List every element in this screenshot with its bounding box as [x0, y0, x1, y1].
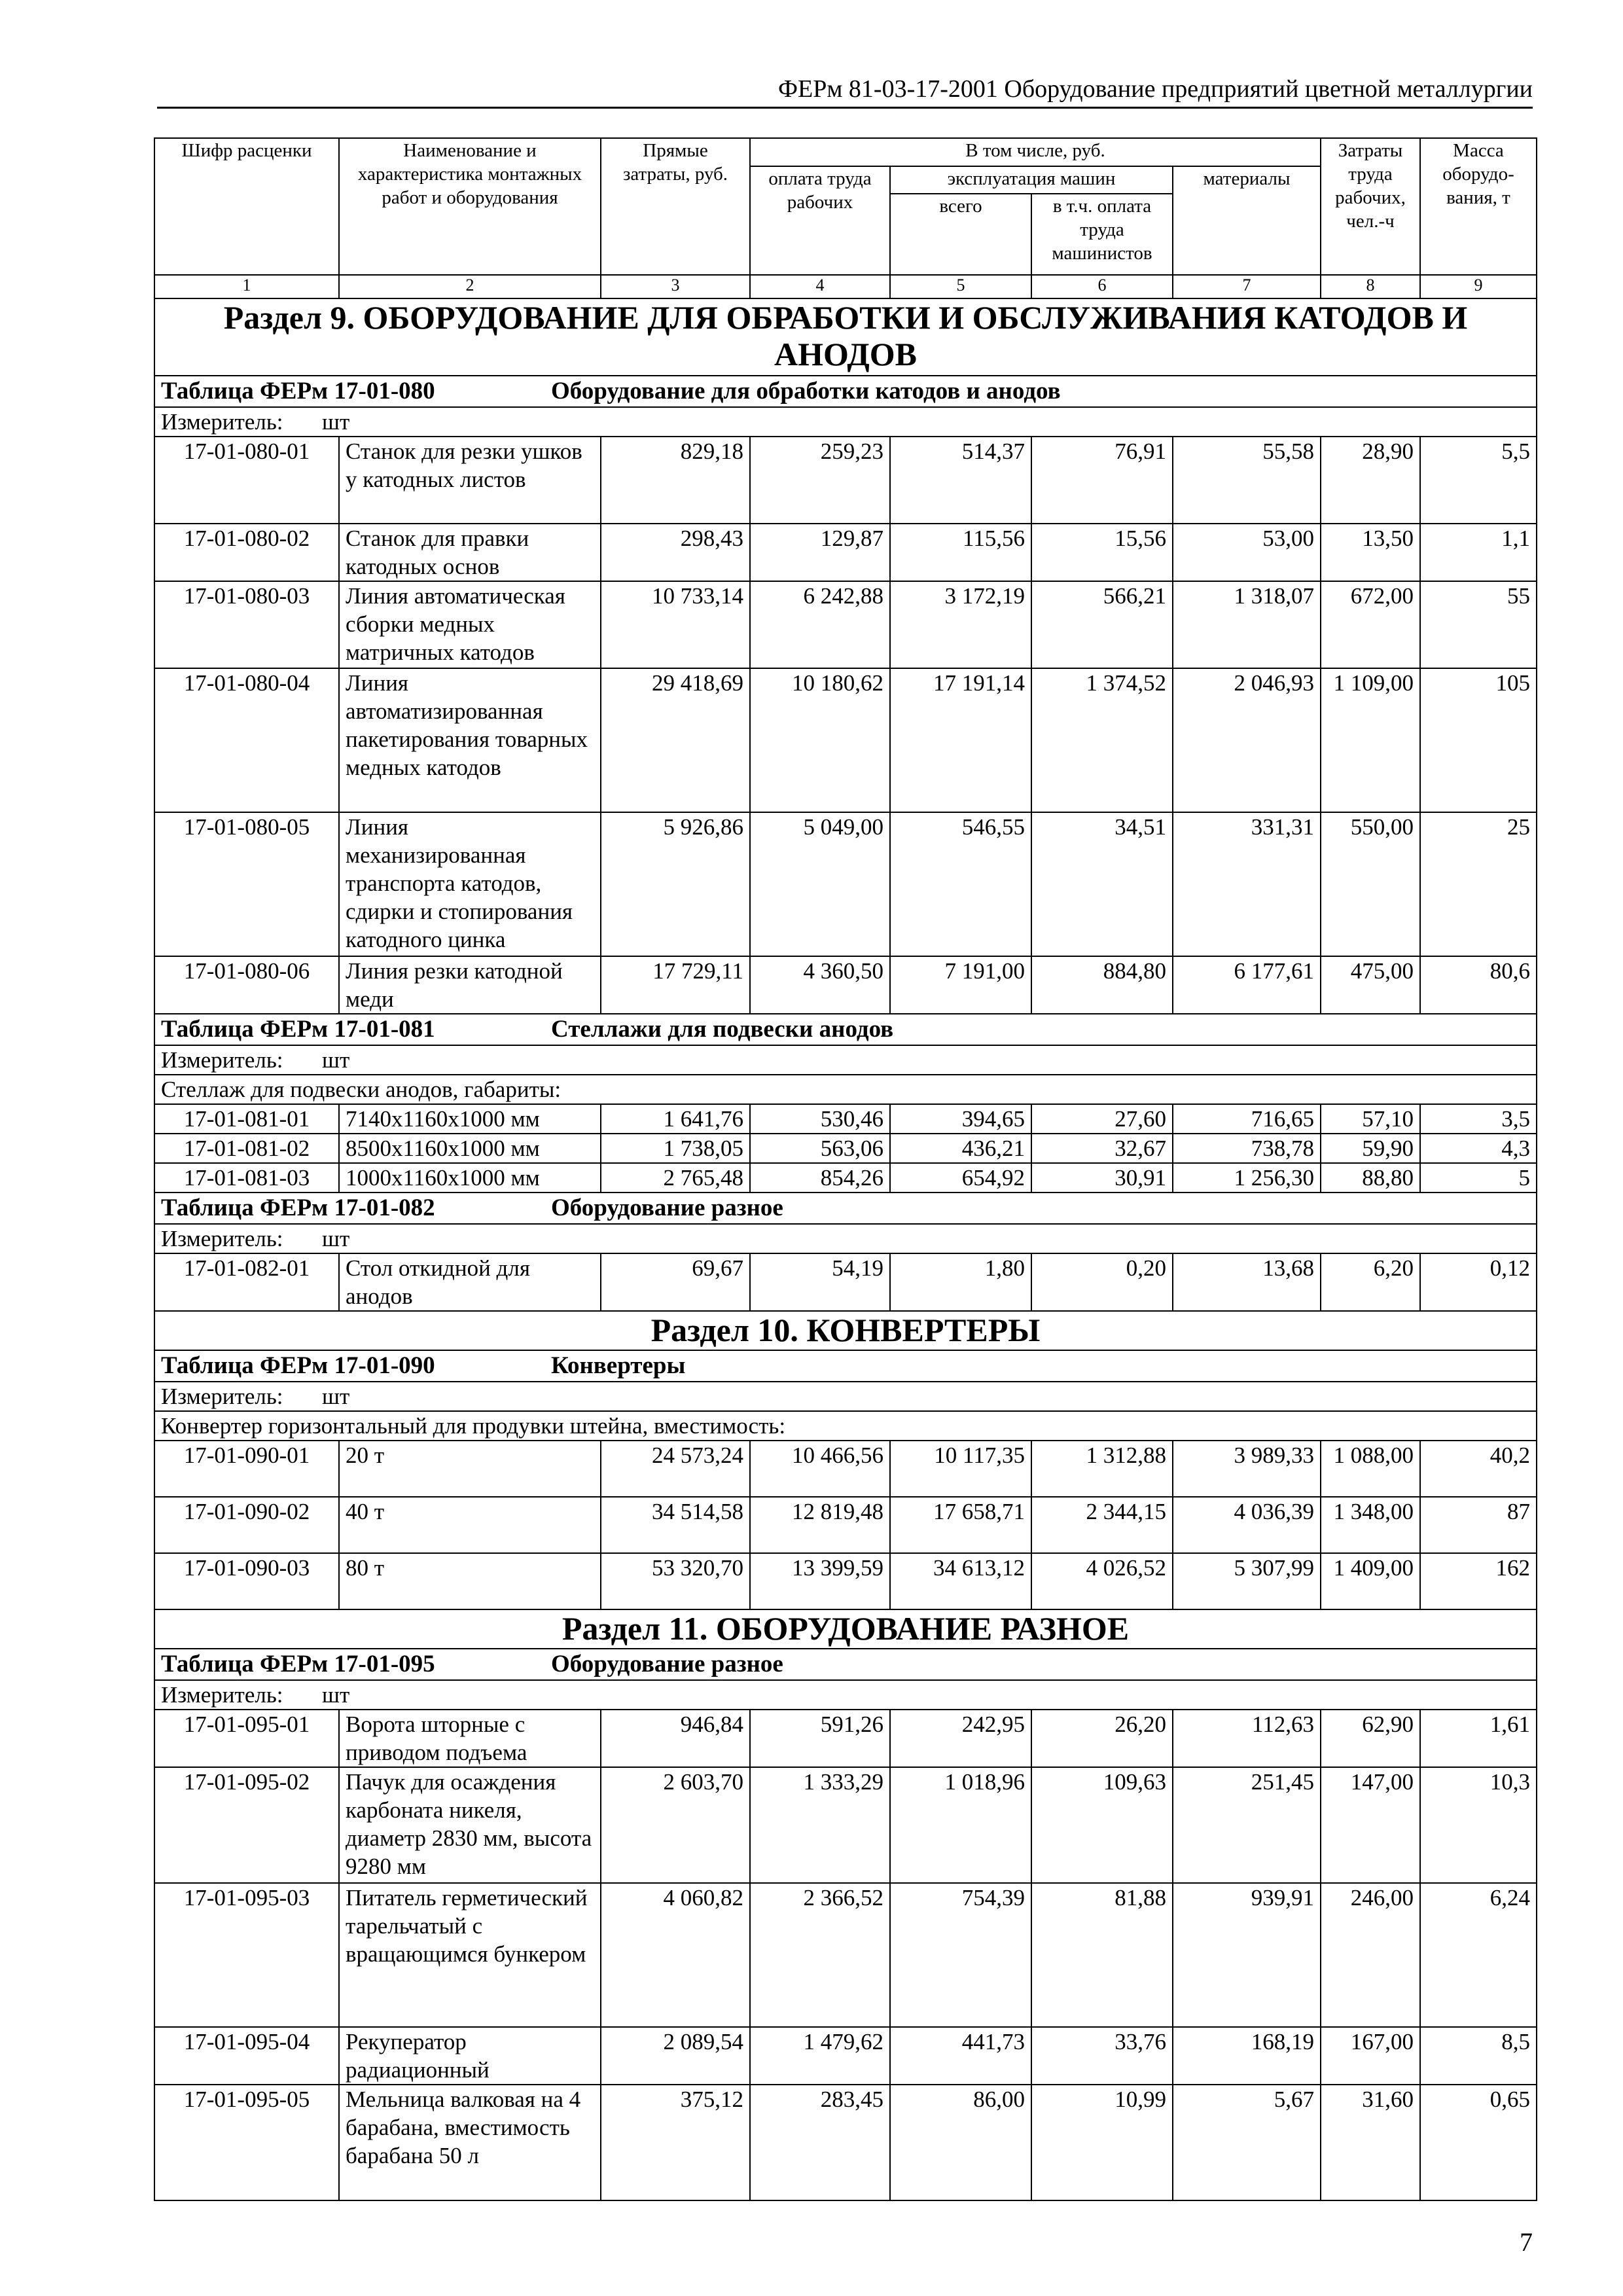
value-mach-total: 17 658,71 — [890, 1497, 1031, 1553]
value-hours: 62,90 — [1321, 1710, 1420, 1767]
value-mach-oper: 10,99 — [1031, 2085, 1173, 2200]
value-hours: 88,80 — [1321, 1163, 1420, 1193]
value-mach-oper: 30,91 — [1031, 1163, 1173, 1193]
table-row — [154, 1767, 1537, 1883]
value-direct: 946,84 — [601, 1710, 750, 1767]
value-mach-oper: 2 344,15 — [1031, 1497, 1173, 1553]
table-row — [154, 956, 1537, 1014]
table-row — [154, 1883, 1537, 2027]
value-hours: 167,00 — [1321, 2027, 1420, 2085]
value-materials: 939,91 — [1173, 1883, 1321, 2027]
table-title-row — [154, 1193, 1537, 1224]
rate-code: 17-01-080-05 — [154, 812, 339, 956]
work-name: Ворота шторные с приводом подъема — [339, 1710, 601, 1767]
value-materials: 331,31 — [1173, 812, 1321, 956]
value-mach-total: 7 191,00 — [890, 956, 1031, 1014]
unit-value: шт — [322, 1682, 350, 1708]
col-number: 1 — [154, 275, 339, 298]
rates-table — [154, 137, 1537, 2201]
value-materials: 4 036,39 — [1173, 1497, 1321, 1553]
value-mach-oper: 1 374,52 — [1031, 668, 1173, 812]
col-header-labor-pay: оплата труда рабочих — [750, 166, 890, 275]
unit-cell — [154, 1224, 1537, 1253]
work-name: Линия автоматизированная пакетирования товарных медных катодов — [339, 668, 601, 812]
value-hours: 28,90 — [1321, 437, 1420, 524]
table-name: Конвертеры — [551, 1352, 686, 1379]
value-direct: 2 089,54 — [601, 2027, 750, 2085]
value-mach-oper: 0,20 — [1031, 1253, 1173, 1311]
value-direct: 10 733,14 — [601, 581, 750, 668]
value-direct: 1 738,05 — [601, 1134, 750, 1163]
col-number: 8 — [1321, 275, 1420, 298]
section-10-row — [154, 1311, 1537, 1350]
rate-code: 17-01-095-02 — [154, 1767, 339, 1883]
col-header-including: В том числе, руб. — [750, 138, 1321, 166]
col-number: 9 — [1420, 275, 1537, 298]
unit-value: шт — [322, 409, 350, 435]
value-materials: 251,45 — [1173, 1767, 1321, 1883]
value-materials: 5,67 — [1173, 2085, 1321, 2200]
value-hours: 31,60 — [1321, 2085, 1420, 2200]
value-labor: 591,26 — [750, 1710, 890, 1767]
value-hours: 57,10 — [1321, 1104, 1420, 1134]
value-direct: 17 729,11 — [601, 956, 750, 1014]
table-title — [154, 1014, 1537, 1045]
value-mach-total: 86,00 — [890, 2085, 1031, 2200]
work-name: Станок для резки ушков у катодных листов — [339, 437, 601, 524]
group-row — [154, 1411, 1537, 1441]
value-direct: 53 320,70 — [601, 1553, 750, 1609]
value-mach-oper: 4 026,52 — [1031, 1553, 1173, 1609]
value-hours: 1 409,00 — [1321, 1553, 1420, 1609]
value-mach-total: 394,65 — [890, 1104, 1031, 1134]
col-header-materials: материалы — [1173, 166, 1321, 275]
table-row — [154, 1163, 1537, 1193]
table-row — [154, 1497, 1537, 1553]
table-body — [154, 138, 1537, 2200]
value-mach-oper: 33,76 — [1031, 2027, 1173, 2085]
rate-code: 17-01-080-04 — [154, 668, 339, 812]
unit-label: Измеритель: — [161, 1047, 283, 1073]
column-numbers-row — [154, 275, 1537, 298]
unit-value: шт — [322, 1384, 350, 1409]
table-title-row — [154, 1350, 1537, 1382]
value-mach-oper: 109,63 — [1031, 1767, 1173, 1883]
table-code: Таблица ФЕРм 17-01-095 — [161, 1651, 435, 1677]
value-direct: 4 060,82 — [601, 1883, 750, 2027]
group-label: Стеллаж для подвески анодов, габариты: — [154, 1075, 1537, 1104]
table-title — [154, 376, 1537, 407]
rate-code: 17-01-090-01 — [154, 1441, 339, 1497]
work-name: 7140х1160х1000 мм — [339, 1104, 601, 1134]
unit-label: Измеритель: — [161, 1384, 283, 1409]
table-row — [154, 668, 1537, 812]
value-hours: 1 088,00 — [1321, 1441, 1420, 1497]
table-title-row — [154, 1649, 1537, 1680]
value-direct: 24 573,24 — [601, 1441, 750, 1497]
table-row — [154, 2085, 1537, 2200]
value-mach-oper: 884,80 — [1031, 956, 1173, 1014]
work-name: Линия механизированная транспорта катодов, сдирки и стопирования катодного цинка — [339, 812, 601, 956]
section-10-title: Раздел 10. КОНВЕРТЕРЫ — [154, 1311, 1537, 1350]
work-name: Линия автоматическая сборки медных матричных катодов — [339, 581, 601, 668]
work-name: Стол откидной для анодов — [339, 1253, 601, 1311]
value-direct: 2 765,48 — [601, 1163, 750, 1193]
value-materials: 13,68 — [1173, 1253, 1321, 1311]
work-name: 8500х1160х1000 мм — [339, 1134, 601, 1163]
rate-code: 17-01-081-01 — [154, 1104, 339, 1134]
value-direct: 375,12 — [601, 2085, 750, 2200]
value-materials: 3 989,33 — [1173, 1441, 1321, 1497]
value-mach-oper: 76,91 — [1031, 437, 1173, 524]
work-name: Линия резки катодной меди — [339, 956, 601, 1014]
value-labor: 10 466,56 — [750, 1441, 890, 1497]
page-number: 7 — [1520, 2227, 1533, 2257]
work-name: Питатель герметический тарельчатый с вращающимся бункером — [339, 1883, 601, 2027]
unit-cell — [154, 407, 1537, 437]
value-mach-total: 17 191,14 — [890, 668, 1031, 812]
value-mach-oper: 15,56 — [1031, 524, 1173, 581]
value-labor: 2 366,52 — [750, 1883, 890, 2027]
value-mach-total: 546,55 — [890, 812, 1031, 956]
table-title — [154, 1193, 1537, 1224]
value-mach-oper: 34,51 — [1031, 812, 1173, 956]
value-materials: 6 177,61 — [1173, 956, 1321, 1014]
table-name: Стеллажи для подвески анодов — [551, 1016, 894, 1043]
value-labor: 530,46 — [750, 1104, 890, 1134]
value-hours: 1 348,00 — [1321, 1497, 1420, 1553]
rate-code: 17-01-081-02 — [154, 1134, 339, 1163]
value-labor: 1 333,29 — [750, 1767, 890, 1883]
value-labor: 129,87 — [750, 524, 890, 581]
col-number: 2 — [339, 275, 601, 298]
rate-code: 17-01-095-05 — [154, 2085, 339, 2200]
table-name: Оборудование разное — [551, 1651, 783, 1677]
section-9-title: Раздел 9. ОБОРУДОВАНИЕ ДЛЯ ОБРАБОТКИ И ОБСЛУЖИВАНИЯ КАТОДОВ И АНОДОВ — [154, 298, 1537, 376]
value-mass: 5,5 — [1420, 437, 1537, 524]
rate-code: 17-01-090-03 — [154, 1553, 339, 1609]
value-materials: 1 256,30 — [1173, 1163, 1321, 1193]
value-mach-total: 1,80 — [890, 1253, 1031, 1311]
value-mass: 25 — [1420, 812, 1537, 956]
running-header: ФЕРм 81-03-17-2001 Оборудование предприятий цветной металлургии — [778, 75, 1533, 103]
table-title — [154, 1649, 1537, 1680]
value-mach-total: 34 613,12 — [890, 1553, 1031, 1609]
value-direct: 29 418,69 — [601, 668, 750, 812]
table-row — [154, 1253, 1537, 1311]
unit-label: Измеритель: — [161, 409, 283, 435]
unit-cell — [154, 1382, 1537, 1411]
unit-value: шт — [322, 1047, 350, 1073]
value-mach-total: 436,21 — [890, 1134, 1031, 1163]
rate-code: 17-01-082-01 — [154, 1253, 339, 1311]
value-direct: 5 926,86 — [601, 812, 750, 956]
work-name: Мельница валковая на 4 барабана, вместимость барабана 50 л — [339, 2085, 601, 2200]
work-name: Рекуператор радиационный — [339, 2027, 601, 2085]
value-mach-total: 514,37 — [890, 437, 1031, 524]
col-header-labor-cost: Затраты труда рабочих, чел.-ч — [1321, 138, 1420, 275]
table-code: Таблица ФЕРм 17-01-090 — [161, 1352, 435, 1379]
value-mach-total: 115,56 — [890, 524, 1031, 581]
rate-code: 17-01-095-03 — [154, 1883, 339, 2027]
work-name: 20 т — [339, 1441, 601, 1497]
value-mach-total: 1 018,96 — [890, 1767, 1031, 1883]
col-number: 7 — [1173, 275, 1321, 298]
group-label: Конвертер горизонтальный для продувки штейна, вместимость: — [154, 1411, 1537, 1441]
table-title-row — [154, 1014, 1537, 1045]
value-mass: 4,3 — [1420, 1134, 1537, 1163]
rate-code: 17-01-080-06 — [154, 956, 339, 1014]
table-code: Таблица ФЕРм 17-01-080 — [161, 378, 435, 404]
value-hours: 59,90 — [1321, 1134, 1420, 1163]
value-direct: 1 641,76 — [601, 1104, 750, 1134]
col-header-name: Наименование и характеристика монтажных работ и оборудования — [339, 138, 601, 275]
value-labor: 283,45 — [750, 2085, 890, 2200]
rate-code: 17-01-080-02 — [154, 524, 339, 581]
value-materials: 716,65 — [1173, 1104, 1321, 1134]
value-labor: 5 049,00 — [750, 812, 890, 956]
table-row — [154, 1104, 1537, 1134]
section-11-row — [154, 1609, 1537, 1649]
value-mach-total: 3 172,19 — [890, 581, 1031, 668]
table-title — [154, 1350, 1537, 1382]
value-labor: 10 180,62 — [750, 668, 890, 812]
table-row — [154, 1134, 1537, 1163]
col-number: 4 — [750, 275, 890, 298]
unit-row — [154, 1680, 1537, 1710]
value-hours: 672,00 — [1321, 581, 1420, 668]
table-title-row — [154, 376, 1537, 407]
value-direct: 829,18 — [601, 437, 750, 524]
value-mass: 1,61 — [1420, 1710, 1537, 1767]
value-mass: 6,24 — [1420, 1883, 1537, 2027]
value-mass: 10,3 — [1420, 1767, 1537, 1883]
value-labor: 259,23 — [750, 437, 890, 524]
unit-cell — [154, 1680, 1537, 1710]
value-mass: 8,5 — [1420, 2027, 1537, 2085]
work-name: 1000х1160х1000 мм — [339, 1163, 601, 1193]
rate-code: 17-01-090-02 — [154, 1497, 339, 1553]
table-name: Оборудование для обработки катодов и анодов — [551, 378, 1061, 404]
header-row-1 — [154, 138, 1537, 166]
col-number: 5 — [890, 275, 1031, 298]
table-name: Оборудование разное — [551, 1194, 783, 1221]
table-row — [154, 437, 1537, 524]
value-direct: 69,67 — [601, 1253, 750, 1311]
value-hours: 550,00 — [1321, 812, 1420, 956]
rate-code: 17-01-081-03 — [154, 1163, 339, 1193]
unit-label: Измеритель: — [161, 1226, 283, 1251]
value-hours: 13,50 — [1321, 524, 1420, 581]
group-row — [154, 1075, 1537, 1104]
unit-cell — [154, 1045, 1537, 1075]
value-hours: 6,20 — [1321, 1253, 1420, 1311]
table-row — [154, 581, 1537, 668]
table-code: Таблица ФЕРм 17-01-082 — [161, 1194, 435, 1221]
rate-code: 17-01-080-03 — [154, 581, 339, 668]
value-mach-total: 242,95 — [890, 1710, 1031, 1767]
work-name: Пачук для осаждения карбоната никеля, диаметр 2830 мм, высота 9280 мм — [339, 1767, 601, 1883]
unit-row — [154, 1224, 1537, 1253]
table-row — [154, 524, 1537, 581]
value-mass: 1,1 — [1420, 524, 1537, 581]
unit-row — [154, 1382, 1537, 1411]
table-code: Таблица ФЕРм 17-01-081 — [161, 1016, 435, 1043]
value-materials: 168,19 — [1173, 2027, 1321, 2085]
value-labor: 13 399,59 — [750, 1553, 890, 1609]
table-row — [154, 2027, 1537, 2085]
value-labor: 1 479,62 — [750, 2027, 890, 2085]
value-materials: 738,78 — [1173, 1134, 1321, 1163]
value-mass: 5 — [1420, 1163, 1537, 1193]
section-9-row — [154, 298, 1537, 376]
header-rule — [157, 107, 1533, 109]
value-hours: 1 109,00 — [1321, 668, 1420, 812]
value-hours: 246,00 — [1321, 1883, 1420, 2027]
table-row — [154, 812, 1537, 956]
value-mass: 105 — [1420, 668, 1537, 812]
table-row — [154, 1441, 1537, 1497]
value-direct: 298,43 — [601, 524, 750, 581]
unit-value: шт — [322, 1226, 350, 1251]
value-labor: 854,26 — [750, 1163, 890, 1193]
rate-code: 17-01-095-04 — [154, 2027, 339, 2085]
value-mach-total: 654,92 — [890, 1163, 1031, 1193]
col-header-mach-total: всего — [890, 194, 1031, 275]
col-header-code: Шифр расценки — [154, 138, 339, 275]
value-mach-oper: 26,20 — [1031, 1710, 1173, 1767]
value-direct: 2 603,70 — [601, 1767, 750, 1883]
table-row — [154, 1710, 1537, 1767]
value-mach-total: 441,73 — [890, 2027, 1031, 2085]
table-row — [154, 1553, 1537, 1609]
work-name: Станок для правки катодных основ — [339, 524, 601, 581]
value-materials: 55,58 — [1173, 437, 1321, 524]
work-name: 40 т — [339, 1497, 601, 1553]
value-materials: 112,63 — [1173, 1710, 1321, 1767]
value-mass: 80,6 — [1420, 956, 1537, 1014]
rate-code: 17-01-080-01 — [154, 437, 339, 524]
value-mach-oper: 1 312,88 — [1031, 1441, 1173, 1497]
value-materials: 5 307,99 — [1173, 1553, 1321, 1609]
value-hours: 147,00 — [1321, 1767, 1420, 1883]
value-mach-oper: 81,88 — [1031, 1883, 1173, 2027]
unit-row — [154, 407, 1537, 437]
value-labor: 12 819,48 — [750, 1497, 890, 1553]
value-mach-total: 10 117,35 — [890, 1441, 1031, 1497]
value-labor: 54,19 — [750, 1253, 890, 1311]
value-mass: 0,65 — [1420, 2085, 1537, 2200]
value-labor: 563,06 — [750, 1134, 890, 1163]
col-number: 3 — [601, 275, 750, 298]
work-name: 80 т — [339, 1553, 601, 1609]
section-11-title: Раздел 11. ОБОРУДОВАНИЕ РАЗНОЕ — [154, 1609, 1537, 1649]
value-mass: 40,2 — [1420, 1441, 1537, 1497]
value-materials: 53,00 — [1173, 524, 1321, 581]
col-header-direct: Прямые затраты, руб. — [601, 138, 750, 275]
unit-label: Измеритель: — [161, 1682, 283, 1708]
value-materials: 1 318,07 — [1173, 581, 1321, 668]
col-header-machines: эксплуатация машин — [890, 166, 1173, 194]
value-mass: 3,5 — [1420, 1104, 1537, 1134]
value-mass: 0,12 — [1420, 1253, 1537, 1311]
unit-row — [154, 1045, 1537, 1075]
value-hours: 475,00 — [1321, 956, 1420, 1014]
col-number: 6 — [1031, 275, 1173, 298]
value-mass: 162 — [1420, 1553, 1537, 1609]
value-mach-oper: 566,21 — [1031, 581, 1173, 668]
rate-code: 17-01-095-01 — [154, 1710, 339, 1767]
value-mass: 55 — [1420, 581, 1537, 668]
value-labor: 6 242,88 — [750, 581, 890, 668]
value-materials: 2 046,93 — [1173, 668, 1321, 812]
value-direct: 34 514,58 — [601, 1497, 750, 1553]
value-mach-oper: 32,67 — [1031, 1134, 1173, 1163]
col-header-mass: Масса оборудо-вания, т — [1420, 138, 1537, 275]
col-header-operator-pay: в т.ч. оплата труда машинистов — [1031, 194, 1173, 275]
value-mass: 87 — [1420, 1497, 1537, 1553]
value-mach-oper: 27,60 — [1031, 1104, 1173, 1134]
value-labor: 4 360,50 — [750, 956, 890, 1014]
value-mach-total: 754,39 — [890, 1883, 1031, 2027]
